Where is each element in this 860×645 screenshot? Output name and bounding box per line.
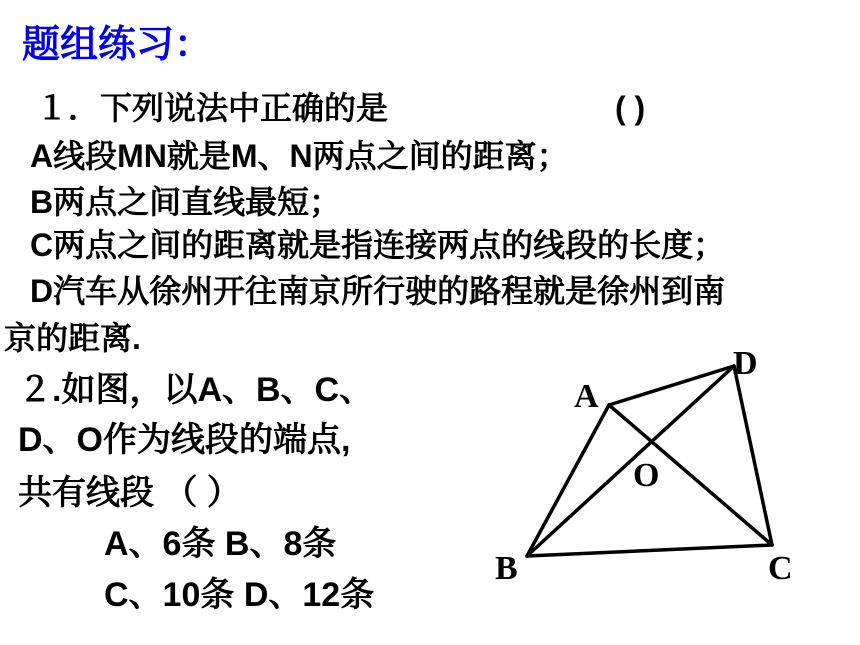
segment-cb xyxy=(527,545,772,556)
page-title: 题组练习： xyxy=(22,24,213,66)
question-1-option-a: A线段MN就是M、N两点之间的距离； xyxy=(30,138,569,174)
point-label-o: O xyxy=(633,457,660,494)
question-2-options-line1: A、6条 B、8条 xyxy=(104,525,337,563)
point-label-c: C xyxy=(768,550,793,587)
question-1-option-c: C两点之间的距离就是指连接两点的线段的长度； xyxy=(30,227,726,263)
question-2-options-line2: C、10条 D、12条 xyxy=(104,576,375,614)
question-2-stem-line3: 共有线段 （ ） xyxy=(18,474,241,512)
question-2-stem-line2: D、O作为线段的端点, xyxy=(18,421,351,459)
diagonal-bd xyxy=(527,366,734,556)
point-label-a: A xyxy=(574,378,599,415)
question-1-option-d-line2: 京的距离. xyxy=(4,320,141,356)
question-1-stem: １．下列说法中正确的是 xyxy=(36,90,389,126)
point-label-d: D xyxy=(733,345,758,382)
question-1-option-b: B两点之间直线最短； xyxy=(30,184,342,220)
question-1-answer-blank: ( ) xyxy=(615,90,646,126)
question-1-option-d-line1: D汽车从徐州开往南京所行驶的路程就是徐州到南 xyxy=(30,273,726,309)
point-label-b: B xyxy=(495,550,518,587)
question-2-stem-line1: ２.如图，以A、B、C、 xyxy=(18,371,374,409)
segment-ba xyxy=(527,405,609,556)
